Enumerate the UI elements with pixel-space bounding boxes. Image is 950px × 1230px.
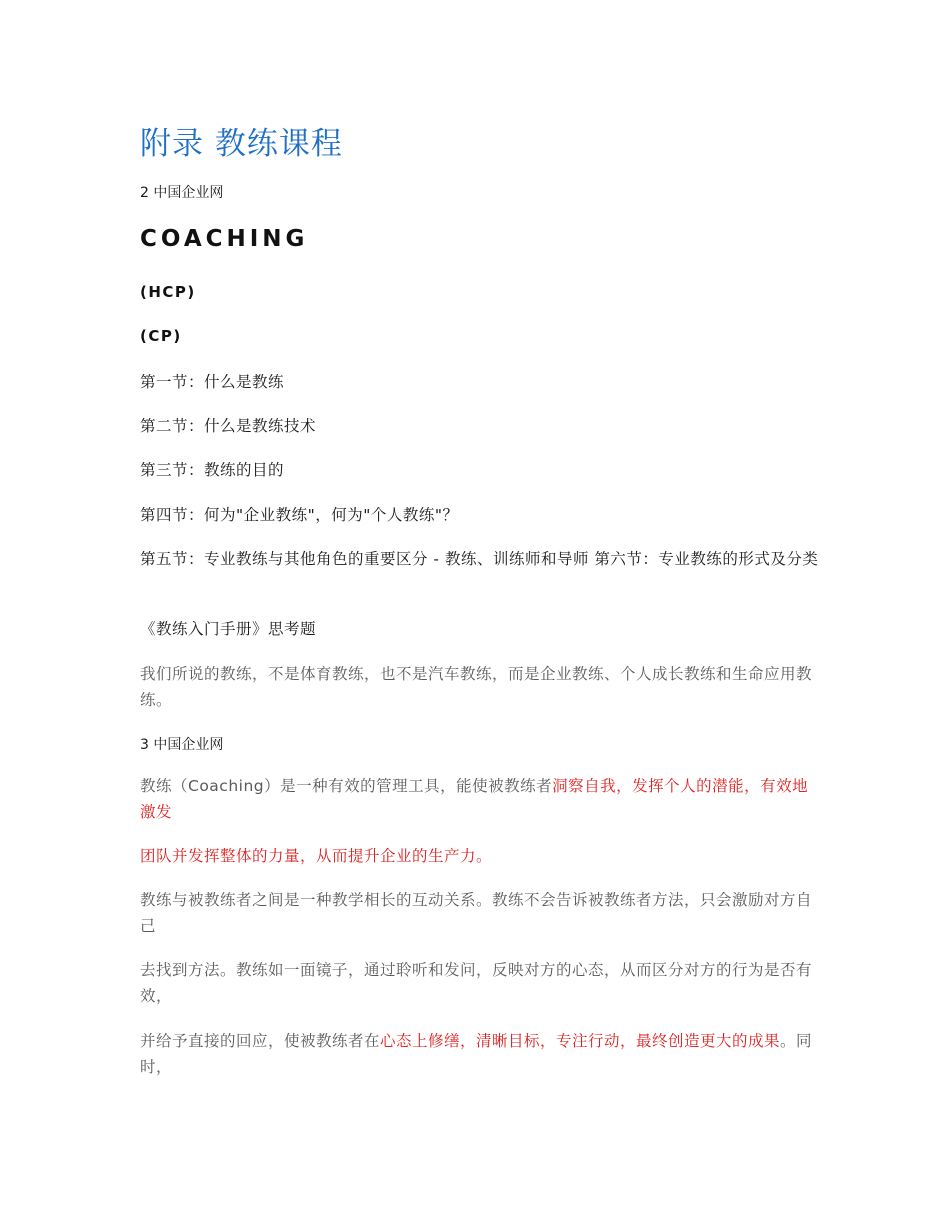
paragraph-1-text: 教练（Coaching）是一种有效的管理工具，能使被教练者: [140, 777, 553, 795]
paragraph-5-text: 并给予直接的回应，使被教练者在: [140, 1032, 381, 1050]
section-5-6: 第五节：专业教练与其他角色的重要区分 - 教练、训练师和导师 第六节：专业教练的形式及分类: [140, 550, 819, 568]
paragraph-5-end: 。同时，: [140, 1032, 813, 1076]
page-title: 附录 教练课程: [140, 126, 343, 162]
intro-paragraph: 我们所说的教练，不是体育教练，也不是汽车教练，而是企业教练、个人成长教练和生命应用教练。: [140, 665, 813, 709]
paragraph-2-end: 。: [476, 847, 493, 865]
section-1: 第一节：什么是教练: [140, 373, 285, 391]
section-3: 第三节：教练的目的: [140, 461, 285, 479]
paragraph-3: 教练与被教练者之间是一种教学相长的互动关系。教练不会告诉被教练者方法，只会激励对方自己: [140, 891, 813, 935]
subheading-cp: (CP): [140, 327, 182, 345]
subheading-hcp: (HCP): [140, 283, 196, 301]
paragraph-1-highlight: 洞察自我，发挥个人的潜能，有效地激发: [140, 777, 809, 821]
page-reference: 2 中国企业网: [140, 185, 224, 201]
handbook-title: 《教练入门手册》思考题: [140, 620, 317, 638]
section-4: 第四节：何为"企业教练"，何为"个人教练"？: [140, 506, 459, 524]
paragraph-5-highlight: 心态上修缮，清晰目标，专注行动，最终创造更大的成果: [380, 1032, 781, 1050]
paragraph-4: 去找到方法。教练如一面镜子，通过聆听和发问，反映对方的心态，从而区分对方的行为是否有效，: [140, 961, 813, 1005]
paragraph-2-highlight: 团队并发挥整体的力量，从而提升企业的生产力: [140, 847, 477, 865]
paragraph-1: [140, 773, 820, 825]
paragraph-2: [140, 843, 820, 869]
page-reference: 3 中国企业网: [140, 737, 224, 753]
section-2: 第二节：什么是教练技术: [140, 417, 317, 435]
coaching-heading: COACHING: [140, 226, 309, 252]
paragraph-5: [140, 1028, 820, 1080]
